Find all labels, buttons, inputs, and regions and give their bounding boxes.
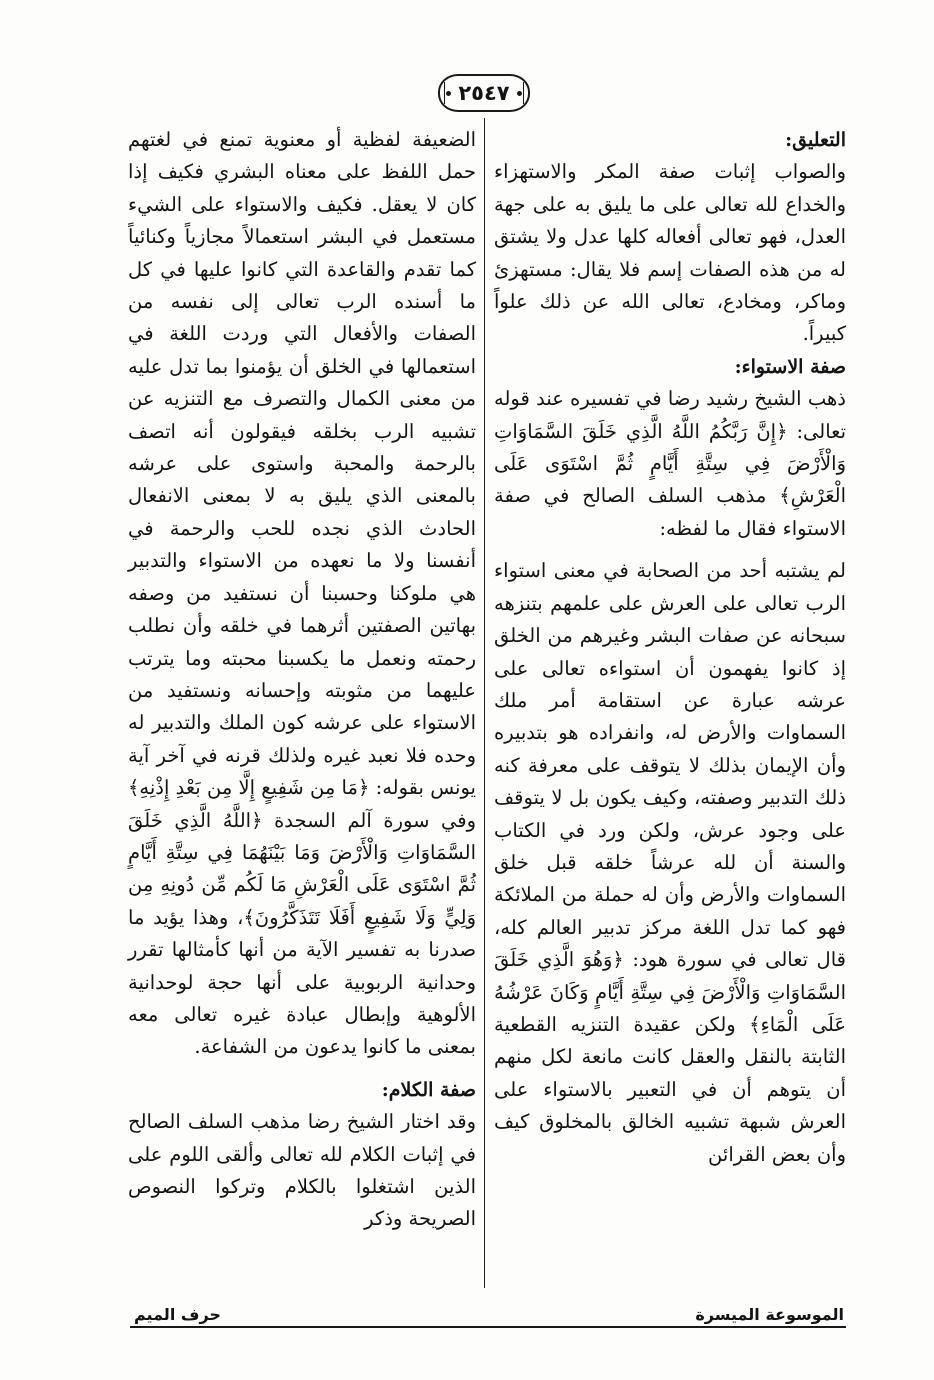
paragraph-istiwa-quote: لم يشتبه أحد من الصحابة في معنى استواء الرب تعالى على العرش على علمهم بتنزهه سبحانه عن صفات البشر وغيرهم من الخلق إذ كانوا يفهمون أن استواءه تعالى على عرشه عبارة عن استقامة أمر ملك السماوات والأرض له، وانفراده هو بتدبيره وأن الإيمان بذلك لا يتوقف على معرفة كنه ذلك التدبير وصفته، وكيف يكون بل لا يتوقف على وجود عرش، ولكن ورد في الكتاب والسنة أن لله عرشاً خلقه قبل خلق السماوات والأرض وأن له حملة من الملائكة فهو كما تدل اللغة مركز تدبير العالم كله، قال تعالى في سورة هود: ﴿وَهُوَ الَّذِي خَلَقَ السَّمَاوَاتِ وَالْأَرْضَ فِي سِتَّةِ أَيَّامٍ وَكَانَ عَرْشُهُ عَلَى الْمَاءِ﴾ ولكن عقيدة التنزيه القطعية الثابتة بالنقل والعقل كانت مانعة لكل منهم أن يتوهم أن في التعبير بالاستواء على العرش شبهة تشبيه الخالق بالمخلوق كيف وأن بعض القرائن bbox=[494, 559, 846, 1166]
page-number-ornament bbox=[438, 74, 530, 112]
left-column bbox=[128, 124, 476, 1236]
paragraph-commentary: والصواب إثبات صفة المكر والاستهزاء والخداع لله تعالى على ما يليق به على جهة العدل، فهو تعالى أفعاله كلها عدل ولا يشتق له من هذه الصفات إسم فلا يقال: مستهزئ وماكر، ومخادع، تعالى الله عن ذلك علواً كبيراً. bbox=[494, 160, 846, 346]
paragraph-kalam: وقد اختار الشيخ رضا مذهب السلف الصالح في إثبات الكلام لله تعالى وألقى اللوم على الذين اشتغلوا بالكلام وتركوا النصوص الصريحة وذكر bbox=[128, 1110, 476, 1231]
ornament-dot-icon bbox=[446, 91, 451, 96]
paragraph-continuation: الضعيفة لفظية أو معنوية تمنع في لغتهم حمل اللفظ على معناه البشري فكيف إذا كان لا يعقل. فكيف والاستواء على الشيء مستعمل في البشر استعمالاً مجازياً وكنائياً كما تقدم والقاعدة التي كانوا عليها في كل ما أسنده الرب تعالى إلى نفسه من الصفات والأفعال التي وردت اللغة في استعمالها في الخلق أن يؤمنوا بما تدل عليه من معنى الكمال والتصرف مع التنزيه عن تشبيه الرب بخلقه فيقولون أنه اتصف بالرحمة والمحبة واستوى على عرشه بالمعنى الذي يليق به لا بمعنى الانفعال الحادث الذي نجده للحب والرحمة في أنفسنا ولا ما نعهده من الاستواء والتدبير هي ملوكنا وحسبنا أن نستفيد من وصفه بهاتين الصفتين أثرهما في خلقه وأن نطلب رحمته ونعمل ما يكسبنا محبته وما يترتب عليهما من مثوبته وإحسانه ونستفيد من الاستواء على عرشه كون الملك والتدبير له وحده فلا نعبد غيره ولذلك قرنه في آخر آية يونس بقوله: ﴿مَا مِن شَفِيعٍ إِلَّا مِن بَعْدِ إِذْنِهِ﴾ وفي سورة آلم السجدة ﴿اللَّهُ الَّذِي خَلَقَ السَّمَاوَاتِ وَالْأَرْضَ وَمَا بَيْنَهُمَا فِي سِتَّةِ أَيَّامٍ ثُمَّ اسْتَوَى عَلَى الْعَرْشِ مَا لَكُم مِّن دُونِهِ مِن وَلِيٍّ وَلَا شَفِيعٍ أَفَلَا تَتَذَكَّرُونَ﴾، وهذا يؤيد ما صدرنا به تفسير الآية من أنها كأمثالها تقرر وحدانية الربوبية على أنها حجة لوحدانية الألوهية وإبطال عبادة غيره تعالى معه بمعنى ما كانوا يدعون من الشفاعة. bbox=[128, 128, 476, 1059]
footer-chapter-title: حرف الميم bbox=[130, 1304, 225, 1326]
column-divider bbox=[484, 118, 485, 1288]
ornament-dot-icon bbox=[517, 91, 522, 96]
paragraph-gap bbox=[494, 545, 846, 555]
heading-istiwa: صفة الاستواء: bbox=[734, 355, 846, 378]
right-column bbox=[494, 124, 846, 1171]
paragraph-gap bbox=[128, 1064, 476, 1074]
heading-kalam: صفة الكلام: bbox=[381, 1078, 476, 1101]
paragraph-istiwa-intro: ذهب الشيخ رشيد رضا في تفسيره عند قوله تعالى: ﴿إِنَّ رَبَّكُمُ اللَّهُ الَّذِي خَلَقَ السَّمَاوَاتِ وَالْأَرْضَ فِي سِتَّةِ أَيَّامٍ ثُمَّ اسْتَوَى عَلَى الْعَرْشِ﴾ مذهب السلف الصالح في صفة الاستواء فقال ما لفظه: bbox=[494, 387, 846, 540]
page-number: ٢٥٤٧ bbox=[458, 81, 510, 105]
footer-rule bbox=[130, 1326, 846, 1328]
heading-commentary: التعليق: bbox=[785, 129, 846, 151]
footer-book-title: الموسوعة الميسرة bbox=[691, 1304, 848, 1326]
